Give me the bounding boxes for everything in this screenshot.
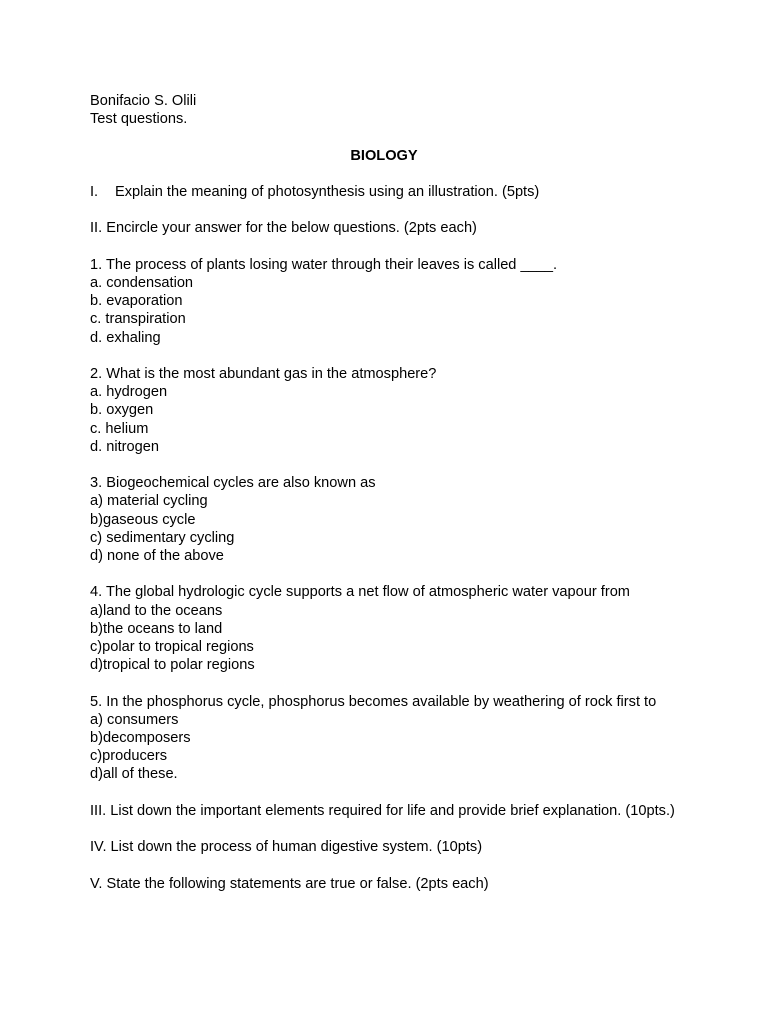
choice-1b: b. evaporation bbox=[90, 293, 183, 310]
part-2-instruction: II. Encircle your answer for the below questions. (2pts each) bbox=[90, 220, 477, 237]
spacer bbox=[90, 201, 678, 219]
part-5-prompt: V. State the following statements are true or false. (2pts each) bbox=[90, 875, 489, 892]
spacer bbox=[90, 165, 678, 183]
choice-4b: b)the oceans to land bbox=[90, 620, 223, 637]
question-1: 1. The process of plants losing water through their leaves is called ____. bbox=[90, 256, 557, 273]
question-2: 2. What is the most abundant gas in the atmosphere? bbox=[90, 365, 437, 382]
author-name: Bonifacio S. Olili bbox=[90, 93, 197, 109]
document-body bbox=[90, 92, 678, 893]
spacer bbox=[90, 674, 678, 692]
choice-2a: a. hydrogen bbox=[90, 384, 168, 401]
spacer bbox=[90, 456, 678, 474]
part-1-numeral: I. bbox=[90, 183, 99, 200]
spacer bbox=[90, 856, 678, 874]
part-1-text: Explain the meaning of photosynthesis using an illustration. (5pts) bbox=[115, 183, 540, 200]
choice-4a: a)land to the oceans bbox=[90, 602, 223, 619]
spacer bbox=[90, 784, 678, 802]
document-subtitle: Test questions. bbox=[90, 111, 188, 128]
part-1-prompt bbox=[90, 183, 678, 201]
choice-3c: c) sedimentary cycling bbox=[90, 529, 235, 546]
spacer bbox=[90, 238, 678, 256]
choice-5c: c)producers bbox=[90, 748, 168, 765]
spacer bbox=[90, 820, 678, 838]
choice-5a: a) consumers bbox=[90, 711, 179, 728]
part-4-prompt: IV. List down the process of human digestive system. (10pts) bbox=[90, 839, 483, 856]
choice-3d: d) none of the above bbox=[90, 547, 224, 564]
choice-4d: d)tropical to polar regions bbox=[90, 657, 255, 674]
choice-4c: c)polar to tropical regions bbox=[90, 638, 254, 655]
spacer bbox=[90, 128, 678, 146]
question-4: 4. The global hydrologic cycle supports a net flow of atmospheric water vapour from bbox=[90, 584, 630, 601]
document-title: BIOLOGY bbox=[350, 147, 418, 164]
choice-1d: d. exhaling bbox=[90, 329, 161, 346]
choice-1c: c. transpiration bbox=[90, 311, 186, 328]
part-3-prompt: III. List down the important elements required for life and provide brief explanation. (10pts.) bbox=[90, 802, 675, 819]
spacer bbox=[90, 565, 678, 583]
choice-5d: d)all of these. bbox=[90, 766, 178, 783]
spacer bbox=[90, 347, 678, 365]
choice-1a: a. condensation bbox=[90, 274, 194, 291]
choice-3a: a) material cycling bbox=[90, 493, 208, 510]
question-5: 5. In the phosphorus cycle, phosphorus becomes available by weathering of rock first to bbox=[90, 693, 657, 710]
question-3: 3. Biogeochemical cycles are also known as bbox=[90, 475, 376, 492]
choice-3b: b)gaseous cycle bbox=[90, 511, 196, 528]
choice-2b: b. oxygen bbox=[90, 402, 154, 419]
choice-2c: c. helium bbox=[90, 420, 149, 437]
choice-5b: b)decomposers bbox=[90, 729, 191, 746]
choice-2d: d. nitrogen bbox=[90, 438, 159, 455]
